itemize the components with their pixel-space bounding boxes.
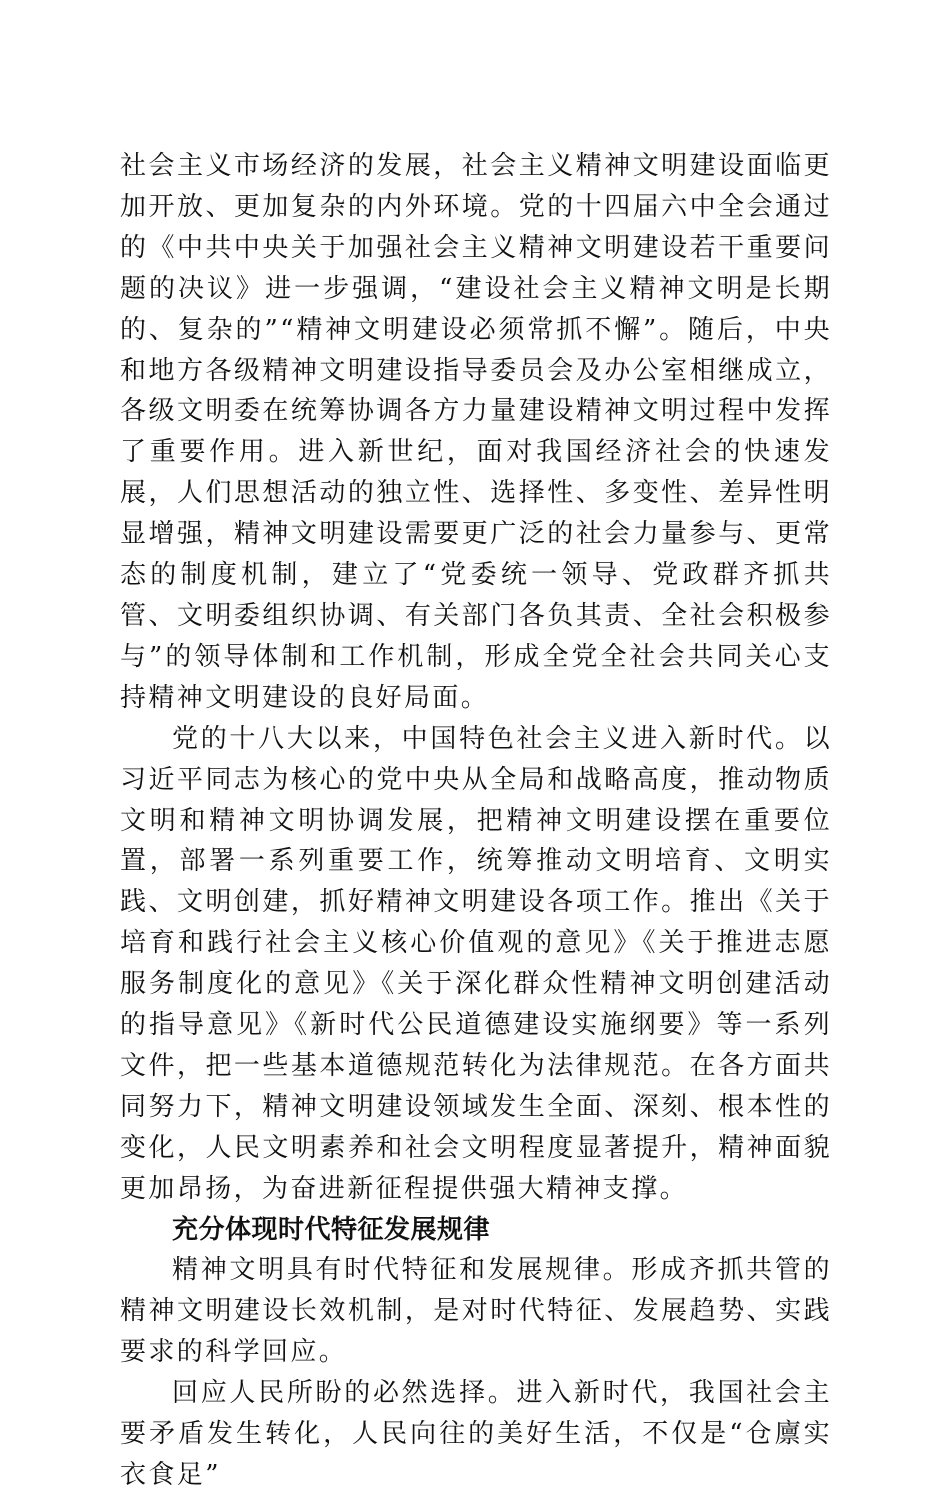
- paragraph-3: 精神文明具有时代特征和发展规律。形成齐抓共管的精神文明建设长效机制，是对时代特征、发展趋势、实践要求的科学回应。: [120, 1255, 832, 1368]
- paragraph-1: 社会主义市场经济的发展，社会主义精神文明建设面临更加开放、更加复杂的内外环境。党的十四届六中全会通过的《中共中央关于加强社会主义精神文明建设若干重要问题的决议》进一步强调，“建设社会主义精神文明是长期的、复杂的”“精神文明建设必须常抓不懈”。随后，中央和地方各级精神文明建设指导委员会及办公室相继成立，各级文明委在统筹协调各方力量建设精神文明过程中发挥了重要作用。进入新世纪，面对我国经济社会的快速发展，人们思想活动的独立性、选择性、多变性、差异性明显增强，精神文明建设需要更广泛的社会力量参与、更常态的制度机制，建立了“党委统一领导、党政群齐抓共管、文明委组织协调、有关部门各负其责、全社会积极参与”的领导体制和工作机制，形成全党全社会共同关心支持精神文明建设的良好局面。: [120, 151, 832, 713]
- section-heading: 充分体现时代特征发展规律: [172, 1214, 491, 1245]
- document-body: [120, 146, 832, 1496]
- paragraph-4: 回应人民所盼的必然选择。进入新时代，我国社会主要矛盾发生转化，人民向往的美好生活，不仅是“仓廪实衣食足”: [120, 1378, 832, 1490]
- paragraph-2: 党的十八大以来，中国特色社会主义进入新时代。以习近平同志为核心的党中央从全局和战略高度，推动物质文明和精神文明协调发展，把精神文明建设摆在重要位置，部署一系列重要工作，统筹推动文明培育、文明实践、文明创建，抓好精神文明建设各项工作。推出《关于培育和践行社会主义核心价值观的意见》《关于推进志愿服务制度化的意见》《关于深化群众性精神文明创建活动的指导意见》《新时代公民道德建设实施纲要》等一系列文件，把一些基本道德规范转化为法律规范。在各方面共同努力下，精神文明建设领域发生全面、深刻、根本性的变化，人民文明素养和社会文明程度显著提升，精神面貌更加昂扬，为奋进新征程提供强大精神支撑。: [120, 723, 832, 1204]
